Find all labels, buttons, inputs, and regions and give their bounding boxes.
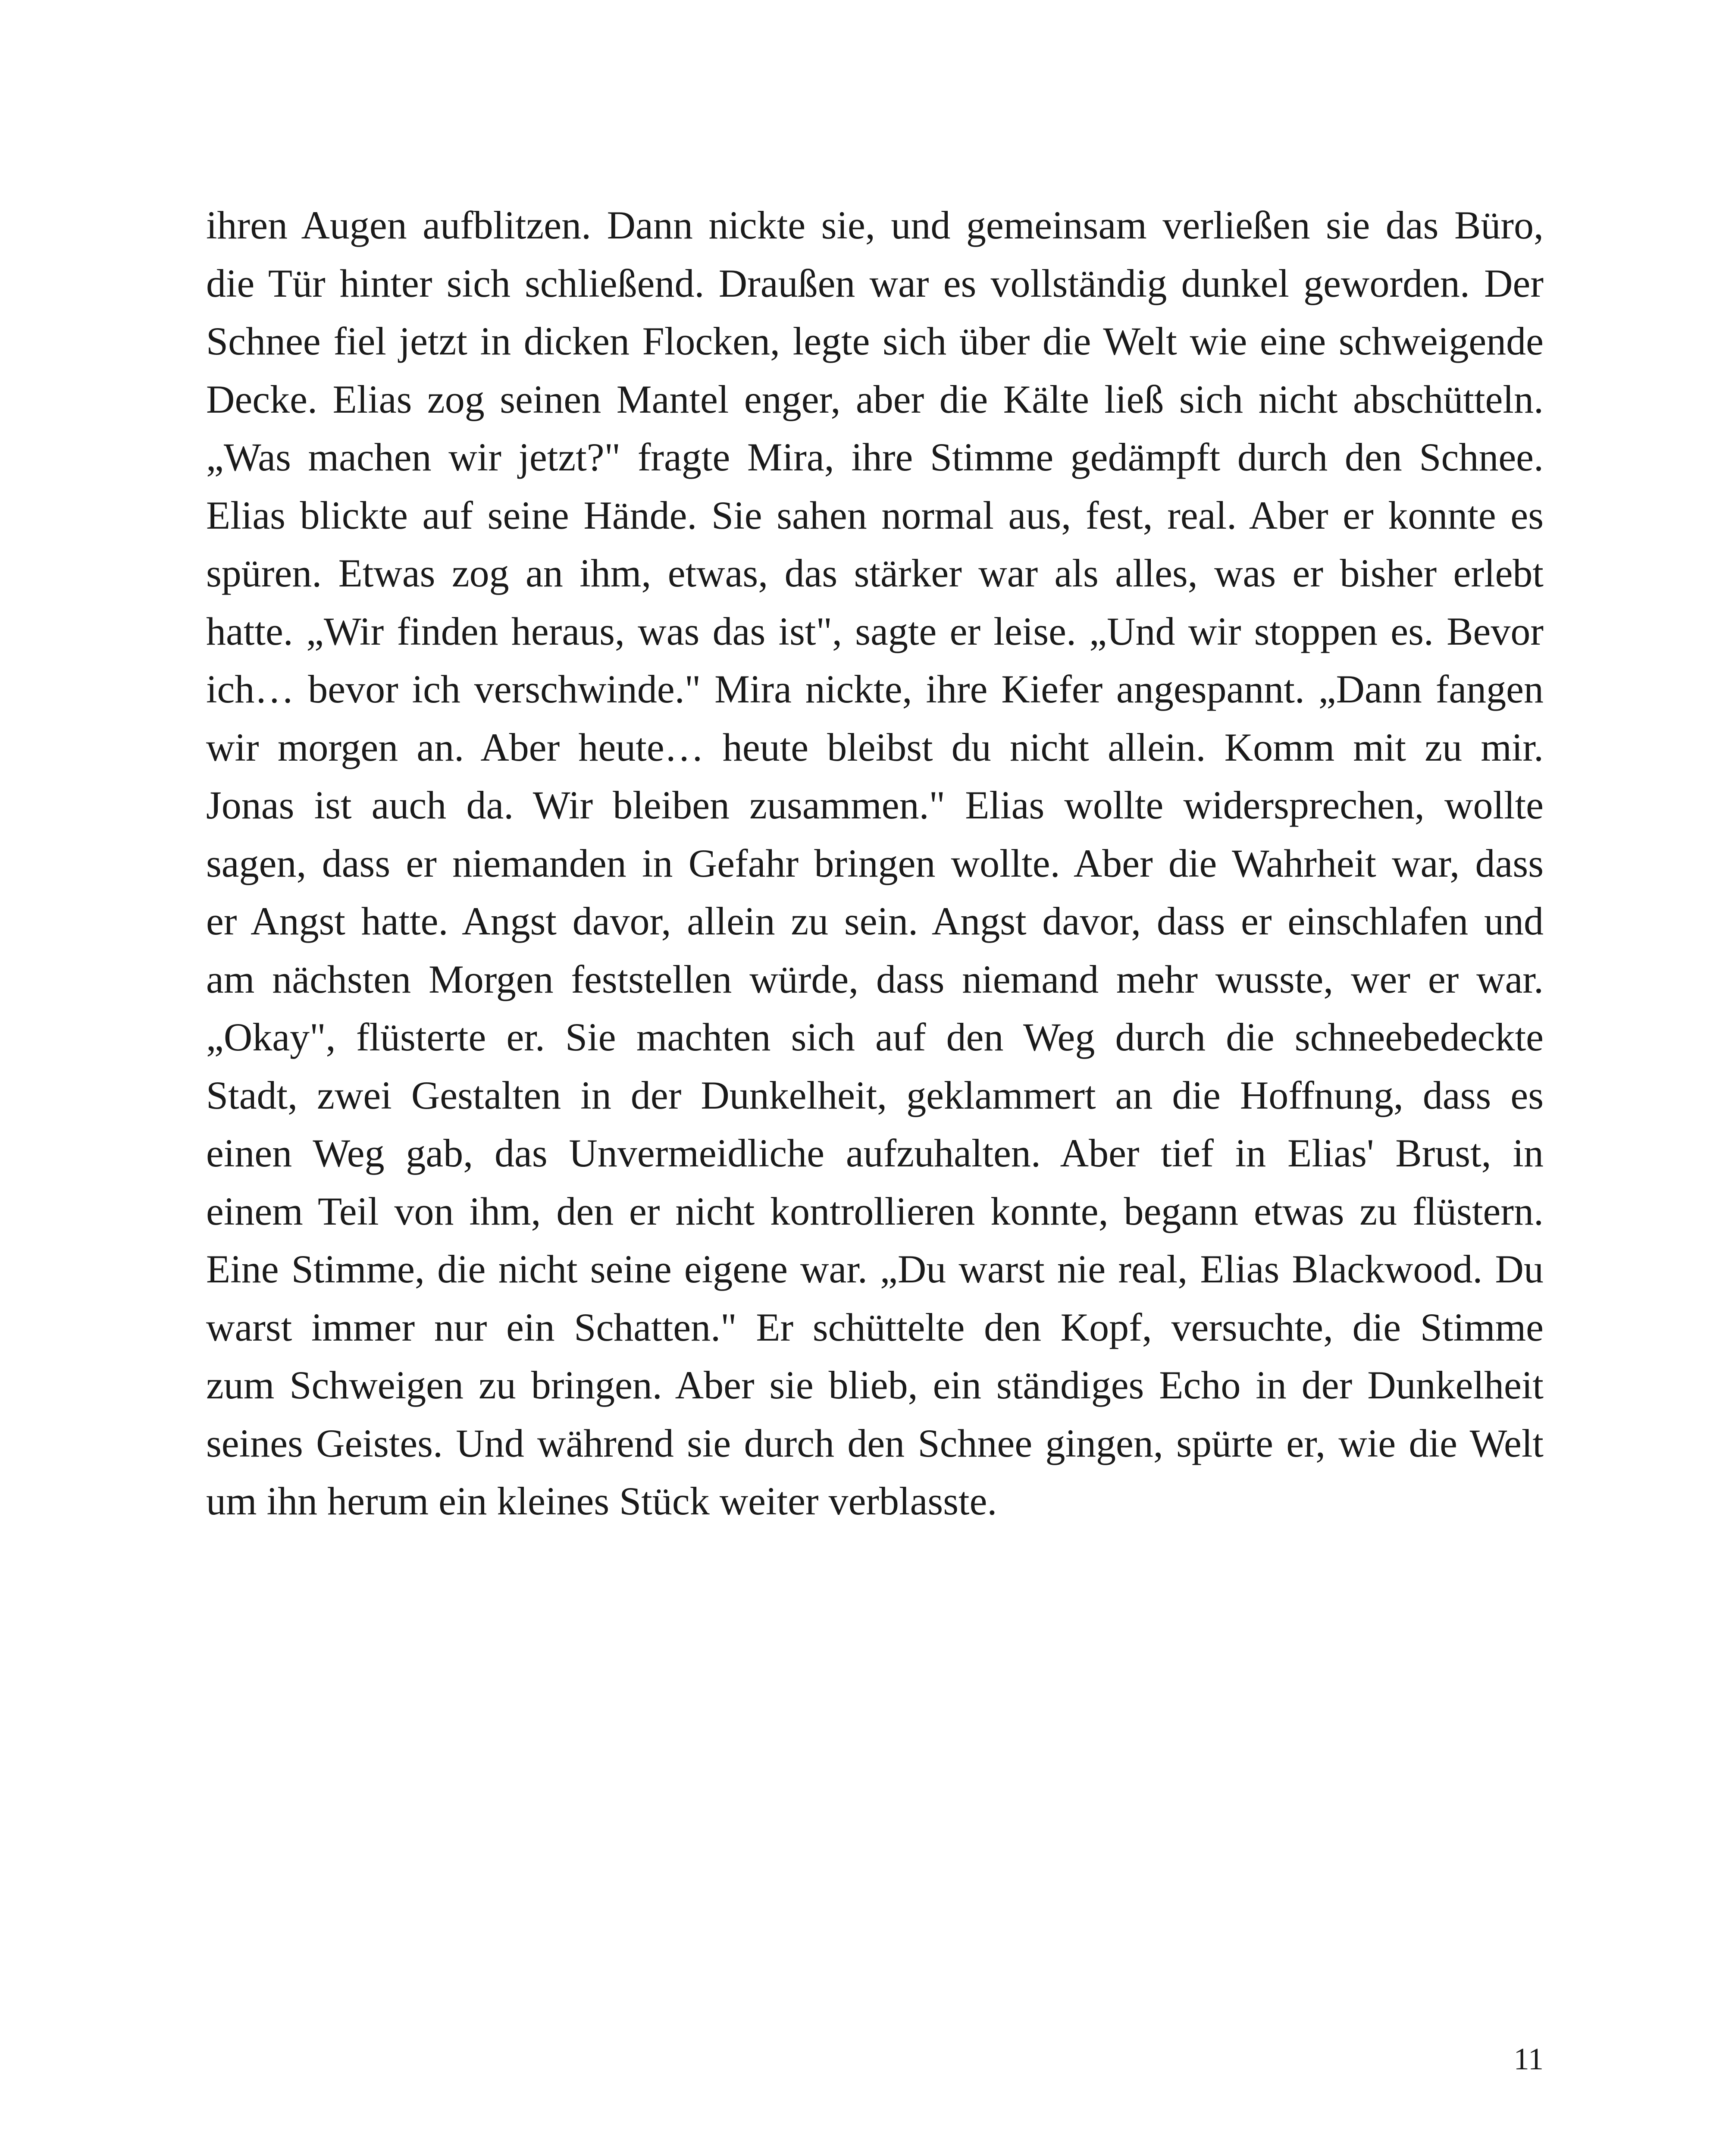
text-line: Eine Stimme, die nicht seine eigene war. „Du warst nie real, Elias Blackwood. Du bbox=[206, 1247, 1544, 1291]
body-text bbox=[206, 196, 1544, 1530]
text-line: wir morgen an. Aber heute… heute bleibst du nicht allein. Komm mit zu mir. bbox=[206, 725, 1544, 769]
text-line: einem Teil von ihm, den er nicht kontrollieren konnte, begann etwas zu flüstern. bbox=[206, 1189, 1544, 1233]
text-line: um ihn herum ein kleines Stück weiter verblasste. bbox=[206, 1479, 997, 1523]
text-line: zum Schweigen zu bringen. Aber sie blieb, ein ständiges Echo in der Dunkelheit bbox=[206, 1363, 1544, 1407]
text-line: ich… bevor ich verschwinde." Mira nickte, ihre Kiefer angespannt. „Dann fangen bbox=[206, 667, 1544, 711]
text-line: Elias blickte auf seine Hände. Sie sahen normal aus, fest, real. Aber er konnte es bbox=[206, 493, 1544, 537]
page-number: 11 bbox=[1513, 2042, 1544, 2076]
text-line: Decke. Elias zog seinen Mantel enger, aber die Kälte ließ sich nicht abschütteln. bbox=[206, 377, 1544, 421]
text-line: hatte. „Wir finden heraus, was das ist", sagte er leise. „Und wir stoppen es. Bevor bbox=[206, 609, 1544, 653]
text-line: er Angst hatte. Angst davor, allein zu sein. Angst davor, dass er einschlafen und bbox=[206, 899, 1544, 943]
text-line: seines Geistes. Und während sie durch den Schnee gingen, spürte er, wie die Welt bbox=[206, 1421, 1544, 1465]
text-line: „Okay", flüsterte er. Sie machten sich auf den Weg durch die schneebedeckte bbox=[206, 1015, 1544, 1059]
text-line: Schnee fiel jetzt in dicken Flocken, legte sich über die Welt wie eine schweigende bbox=[206, 319, 1544, 363]
text-line: sagen, dass er niemanden in Gefahr bringen wollte. Aber die Wahrheit war, dass bbox=[206, 841, 1544, 885]
text-line: warst immer nur ein Schatten." Er schüttelte den Kopf, versuchte, die Stimme bbox=[206, 1305, 1544, 1349]
text-line: ihren Augen aufblitzen. Dann nickte sie, und gemeinsam verließen sie das Büro, bbox=[206, 203, 1544, 247]
text-line: „Was machen wir jetzt?" fragte Mira, ihre Stimme gedämpft durch den Schnee. bbox=[206, 435, 1544, 479]
text-line: Jonas ist auch da. Wir bleiben zusammen." Elias wollte widersprechen, wollte bbox=[206, 783, 1544, 827]
text-line: einen Weg gab, das Unvermeidliche aufzuhalten. Aber tief in Elias' Brust, in bbox=[206, 1131, 1544, 1175]
text-line: die Tür hinter sich schließend. Draußen war es vollständig dunkel geworden. Der bbox=[206, 261, 1544, 305]
text-line: Stadt, zwei Gestalten in der Dunkelheit, geklammert an die Hoffnung, dass es bbox=[206, 1073, 1544, 1117]
text-line: am nächsten Morgen feststellen würde, dass niemand mehr wusste, wer er war. bbox=[206, 957, 1544, 1001]
text-line: spüren. Etwas zog an ihm, etwas, das stärker war als alles, was er bisher erlebt bbox=[206, 551, 1544, 595]
